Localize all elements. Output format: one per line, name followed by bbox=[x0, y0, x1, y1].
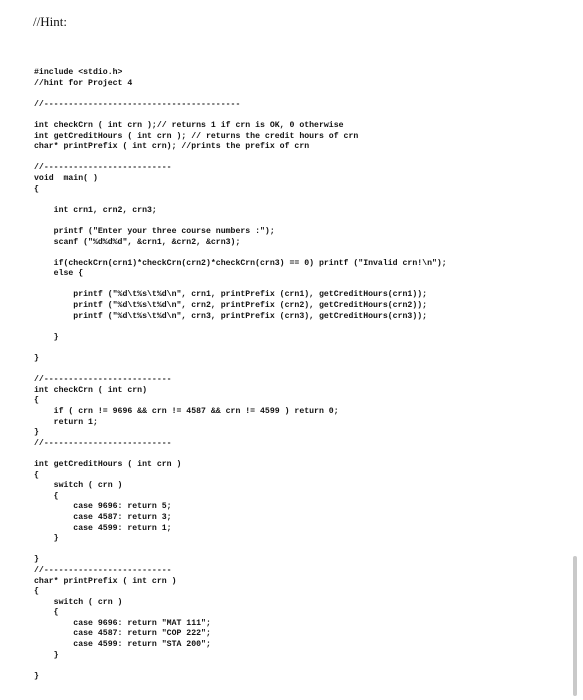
vertical-scrollbar[interactable] bbox=[573, 556, 577, 696]
code-block: #include <stdio.h> //hint for Project 4 //---------------------------------------- int checkCrn ( int crn );// returns 1 if crn is OK, 0 otherwise int getCreditHours ( int crn ); // returns the credit hours of crn char* printPrefix ( int crn); //prints the prefix of crn //-------------------------- void main( ) { int crn1, crn2, crn3; printf ("Enter your three course numbers :"); scanf ("%d%d%d", &crn1, &crn2, &crn3); if(checkCrn(crn1)*checkCrn(crn2)*checkCrn(crn3) == 0) printf ("Invalid crn!\n"); else { printf ("%d\t%s\t%d\n", crn1, printPrefix (crn1), getCreditHours(crn1)); printf ("%d\t%s\t%d\n", crn2, printPrefix (crn2), getCreditHours(crn2)); printf ("%d\t%s\t%d\n", crn3, printPrefix (crn3), getCreditHours(crn3)); } } //-------------------------- int checkCrn ( int crn) { if ( crn != 9696 && crn != 4587 && crn != 4599 ) return 0; return 1; } //-------------------------- int getCreditHours ( int crn ) { switch ( crn ) { case 9696: return 5; case 4587: return 3; case 4599: return 1; } } //-------------------------- char* printPrefix ( int crn ) { switch ( crn ) { case 9696: return "MAT 111"; case 4587: return "COP 222"; case 4599: return "STA 200"; } } bbox=[34, 68, 447, 681]
hint-title: //Hint: bbox=[33, 14, 67, 29]
